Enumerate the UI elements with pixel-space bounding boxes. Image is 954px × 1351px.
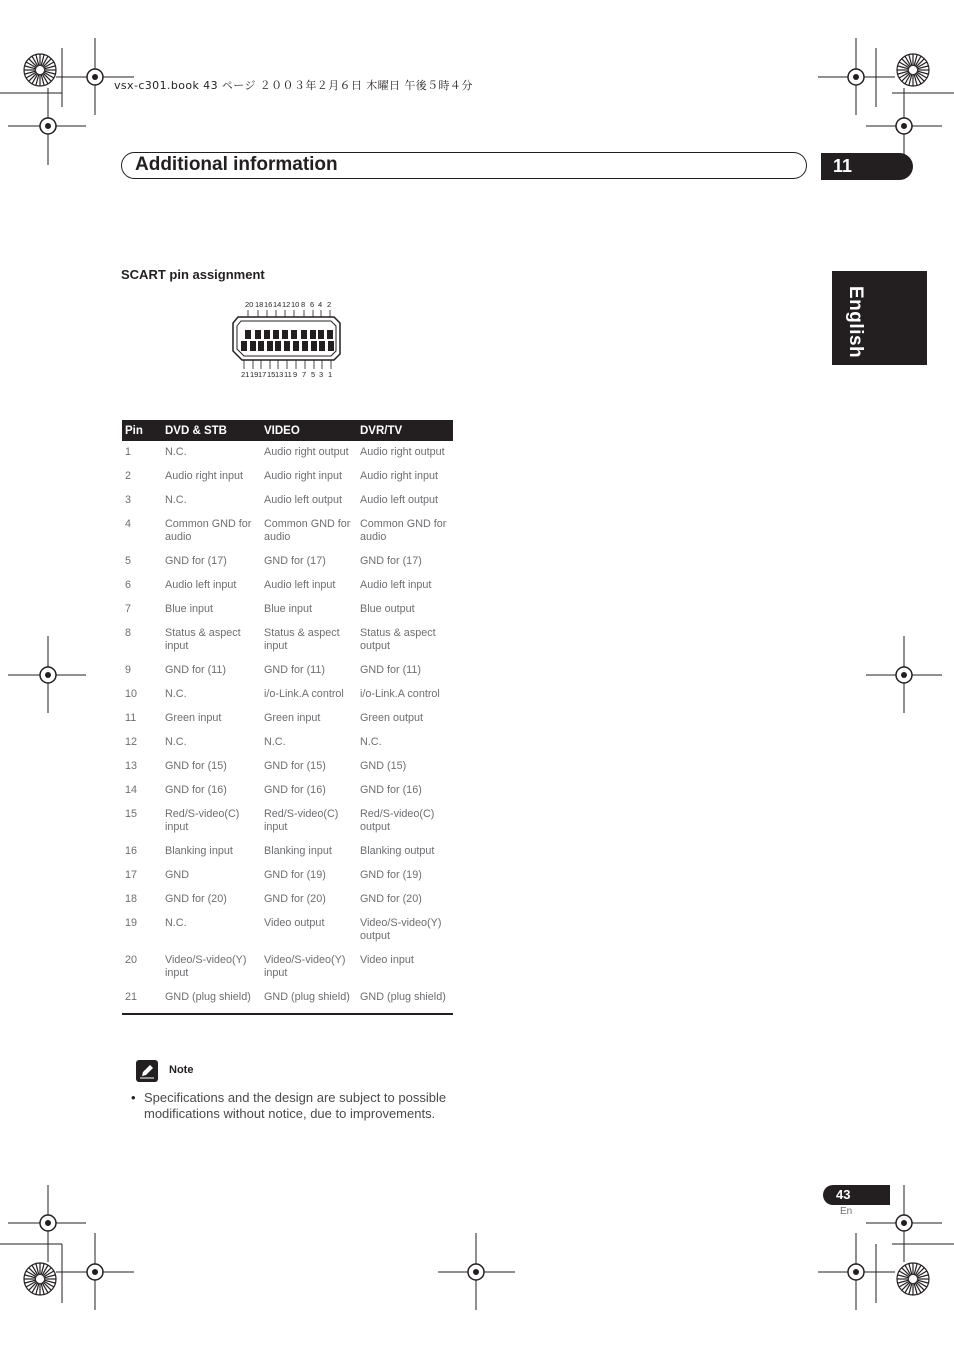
- scart-pin: [302, 341, 308, 351]
- table-cell: GND for (20): [264, 893, 326, 905]
- table-cell: 19: [125, 917, 138, 929]
- table-cell: Audio right input: [360, 470, 439, 482]
- table-cell: 13: [125, 760, 138, 772]
- table-cell: Blue output: [360, 603, 415, 615]
- table-cell: 4: [125, 518, 132, 530]
- table-cell: GND (plug shield): [165, 991, 251, 1003]
- scart-pin: [275, 341, 281, 351]
- scart-bottom-pin-label: 3: [319, 370, 324, 378]
- table-cell: Audio left input: [360, 579, 432, 591]
- table-cell: Audio right input: [165, 470, 244, 482]
- table-cell: GND: [165, 869, 189, 881]
- scart-pin: [267, 341, 273, 351]
- scart-connector-diagram: [228, 296, 348, 378]
- scart-pin: [273, 330, 279, 339]
- table-cell: N.C.: [165, 494, 187, 506]
- starburst-mark: [897, 1263, 929, 1295]
- table-cell: 16: [125, 845, 138, 857]
- note-label: Note: [169, 1064, 194, 1076]
- starburst-mark: [897, 54, 929, 86]
- scart-heading: SCART pin assignment: [121, 267, 265, 282]
- table-cell: 3: [125, 494, 132, 506]
- table-cell: 17: [125, 869, 138, 881]
- table-cell: Video/S-video(Y) input: [264, 954, 346, 979]
- scart-pin: [311, 341, 317, 351]
- chapter-number: 11: [833, 156, 853, 176]
- table-row: [122, 950, 453, 987]
- scart-top-pin-label: 18: [255, 300, 264, 309]
- scart-bottom-pin-label: 1: [328, 370, 333, 378]
- scart-pin: [255, 330, 261, 339]
- scart-pin: [327, 330, 333, 339]
- table-cell: GND for (20): [360, 893, 422, 905]
- table-cell: Green input: [264, 712, 321, 724]
- table-cell: Blanking output: [360, 845, 435, 857]
- table-header-cell: DVD & STB: [162, 420, 261, 441]
- note-pencil-icon: [136, 1060, 158, 1082]
- scart-pin: [250, 341, 256, 351]
- table-cell: N.C.: [165, 736, 187, 748]
- table-cell: N.C.: [360, 736, 382, 748]
- table-cell: N.C.: [165, 917, 187, 929]
- table-header-row: [122, 420, 453, 441]
- table-cell: GND for (17): [165, 555, 227, 567]
- table-header-cell: Pin: [122, 420, 162, 441]
- scart-pin: [282, 330, 288, 339]
- table-row: [122, 441, 453, 466]
- table-cell: 9: [125, 664, 132, 676]
- table-cell: 10: [125, 688, 138, 700]
- scart-pin: [284, 341, 290, 351]
- table-cell: N.C.: [165, 688, 187, 700]
- table-cell: GND for (11): [360, 664, 421, 676]
- table-header-cell: DVR/TV: [357, 420, 453, 441]
- scart-bottom-pin-label: 19: [250, 370, 259, 378]
- table-cell: i/o-Link.A control: [360, 688, 440, 700]
- scart-pin: [328, 341, 334, 351]
- table-cell: GND for (16): [264, 784, 326, 796]
- scart-top-pin-label: 8: [301, 300, 306, 309]
- table-cell: Status & aspect output: [360, 627, 436, 652]
- table-cell: Video input: [360, 954, 414, 966]
- table-cell: N.C.: [264, 736, 286, 748]
- starburst-mark: [24, 54, 56, 86]
- table-row: [122, 913, 453, 950]
- table-cell: Video output: [264, 917, 325, 929]
- table-row: [122, 732, 453, 756]
- table-cell: GND (15): [360, 760, 407, 772]
- table-cell: Green output: [360, 712, 424, 724]
- table-header-cell: VIDEO: [261, 420, 357, 441]
- scart-top-pin-label: 4: [318, 300, 323, 309]
- table-cell: Blanking input: [264, 845, 332, 857]
- table-row: [122, 514, 453, 551]
- scart-pin: [241, 341, 247, 351]
- table-cell: Audio right output: [264, 446, 349, 458]
- table-cell: Audio left input: [165, 579, 237, 591]
- table-row: [122, 865, 453, 889]
- scart-pin: [319, 341, 325, 351]
- scart-pin: [301, 330, 307, 339]
- table-cell: 21: [125, 991, 138, 1003]
- scart-pin: [318, 330, 324, 339]
- table-cell: Red/S-video(C) output: [360, 808, 435, 833]
- scart-pin: [293, 341, 299, 351]
- scart-pin: [245, 330, 251, 339]
- table-cell: 7: [125, 603, 132, 615]
- table-cell: 12: [125, 736, 138, 748]
- table-cell: 1: [125, 446, 132, 458]
- table-cell: GND for (19): [360, 869, 422, 881]
- table-cell: GND for (17): [360, 555, 422, 567]
- table-cell: GND for (15): [165, 760, 227, 772]
- scart-pin: [310, 330, 316, 339]
- scart-pin: [291, 330, 297, 339]
- scart-bottom-pin-label: 15: [267, 370, 276, 378]
- table-row: [122, 841, 453, 865]
- table-cell: Status & aspect input: [165, 627, 241, 652]
- scart-pin: [264, 330, 270, 339]
- scart-top-pin-label: 10: [291, 300, 300, 309]
- table-cell: GND for (17): [264, 555, 326, 567]
- table-cell: 8: [125, 627, 132, 639]
- table-cell: GND for (15): [264, 760, 326, 772]
- scart-top-pin-label: 12: [282, 300, 291, 309]
- scart-top-pin-label: 6: [310, 300, 315, 309]
- table-cell: Common GND for audio: [165, 518, 252, 543]
- table-bottom-rule: [122, 1013, 453, 1015]
- scart-pin: [258, 341, 264, 351]
- table-row: [122, 804, 453, 841]
- scart-top-pin-label: 16: [264, 300, 273, 309]
- table-cell: Audio right input: [264, 470, 343, 482]
- table-row: [122, 575, 453, 599]
- note-bullet: •: [131, 1090, 136, 1105]
- table-row: [122, 466, 453, 490]
- table-row: [122, 756, 453, 780]
- table-cell: 5: [125, 555, 132, 567]
- table-cell: GND for (20): [165, 893, 227, 905]
- scart-bottom-pin-label: 13: [275, 370, 284, 378]
- table-cell: i/o-Link.A control: [264, 688, 344, 700]
- table-row: [122, 684, 453, 708]
- starburst-mark: [24, 1263, 56, 1295]
- scart-top-pin-label: 20: [245, 300, 254, 309]
- table-cell: 6: [125, 579, 132, 591]
- table-row: [122, 987, 453, 1011]
- scart-bottom-pin-label: 21: [241, 370, 250, 378]
- table-row: [122, 780, 453, 804]
- table-cell: Common GND for audio: [264, 518, 351, 543]
- table-cell: 11: [125, 712, 137, 724]
- table-cell: GND for (16): [165, 784, 227, 796]
- scart-top-pin-label: 14: [273, 300, 282, 309]
- table-row: [122, 551, 453, 575]
- table-cell: Audio left output: [264, 494, 343, 506]
- scart-bottom-pin-label: 9: [293, 370, 298, 378]
- table-cell: 18: [125, 893, 138, 905]
- table-cell: 20: [125, 954, 138, 966]
- language-label: English: [845, 286, 866, 359]
- table-cell: GND for (11): [165, 664, 226, 676]
- table-cell: Video/S-video(Y) output: [360, 917, 442, 942]
- table-row: [122, 490, 453, 514]
- page-language: En: [840, 1206, 853, 1217]
- table-cell: GND (plug shield): [360, 991, 446, 1003]
- table-cell: Status & aspect input: [264, 627, 340, 652]
- scart-pin-table: [122, 420, 453, 1011]
- table-row: [122, 660, 453, 684]
- page-number: 43: [836, 1187, 851, 1202]
- table-row: [122, 889, 453, 913]
- section-title: Additional information: [135, 154, 338, 175]
- table-cell: Red/S-video(C) input: [165, 808, 240, 833]
- table-row: [122, 708, 453, 732]
- table-cell: GND for (19): [264, 869, 326, 881]
- table-cell: Blue input: [165, 603, 214, 615]
- table-cell: Green input: [165, 712, 222, 724]
- scart-bottom-pin-label: 17: [258, 370, 267, 378]
- table-cell: N.C.: [165, 446, 187, 458]
- table-cell: Common GND for audio: [360, 518, 447, 543]
- file-header: vsx-c301.book 43 ページ ２００３年２月６日 木曜日 午後５時４分: [114, 79, 473, 92]
- table-cell: GND (plug shield): [264, 991, 350, 1003]
- note-text: Specifications and the design are subject to possible modifications without notice, due to improvements.: [144, 1090, 447, 1121]
- table-cell: Red/S-video(C) input: [264, 808, 339, 833]
- table-cell: GND for (16): [360, 784, 422, 796]
- scart-bottom-pin-label: 11: [284, 370, 292, 378]
- table-row: [122, 599, 453, 623]
- table-cell: Audio right output: [360, 446, 445, 458]
- scart-top-pin-label: 2: [327, 300, 332, 309]
- table-cell: Audio left output: [360, 494, 439, 506]
- table-cell: Blue input: [264, 603, 313, 615]
- table-cell: Blanking input: [165, 845, 233, 857]
- table-cell: GND for (11): [264, 664, 325, 676]
- table-cell: Video/S-video(Y) input: [165, 954, 247, 979]
- table-cell: 15: [125, 808, 138, 820]
- table-cell: Audio left input: [264, 579, 336, 591]
- scart-bottom-pin-label: 5: [311, 370, 316, 378]
- table-row: [122, 623, 453, 660]
- scart-bottom-pin-label: 7: [302, 370, 307, 378]
- page-number-pill: [823, 1185, 890, 1205]
- table-cell: 2: [125, 470, 132, 482]
- table-cell: 14: [125, 784, 138, 796]
